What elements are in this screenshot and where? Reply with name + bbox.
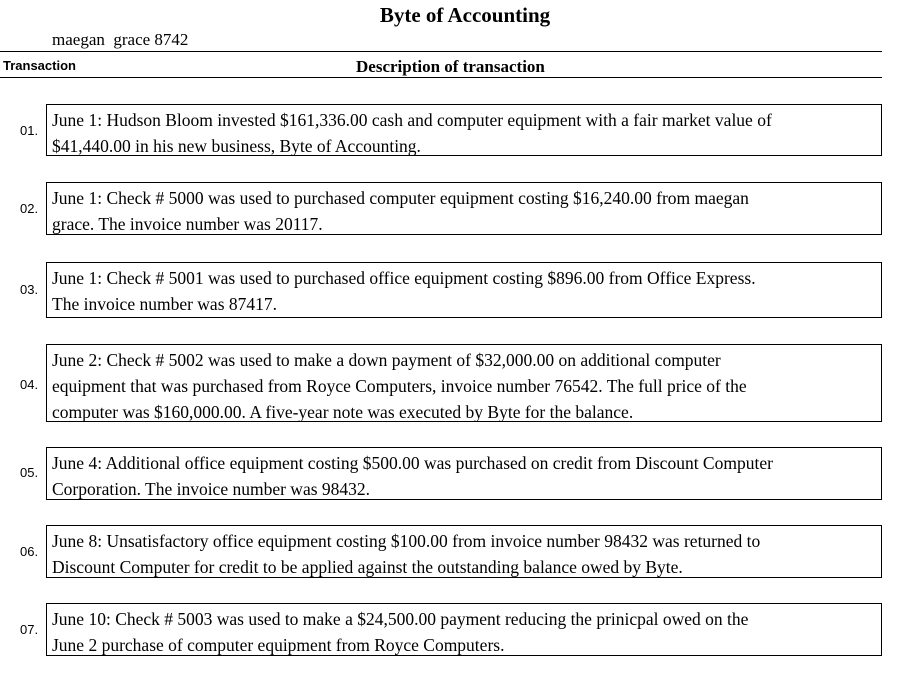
transaction-row [0, 603, 882, 656]
description-line: grace. The invoice number was 20117. [52, 214, 323, 234]
transaction-description [52, 528, 872, 580]
transaction-number: 02. [20, 201, 39, 216]
description-line: June 4: Additional office equipment costing $500.00 was purchased on credit from Discount Computer [52, 453, 773, 473]
description-line: equipment that was purchased from Royce Computers, invoice number 76542. The full price of the [52, 376, 747, 396]
header-bottom-rule [0, 77, 882, 78]
description-line: The invoice number was 87417. [52, 294, 278, 314]
description-line: June 2: Check # 5002 was used to make a down payment of $32,000.00 on additional computer [52, 350, 721, 370]
transaction-row [0, 344, 882, 422]
description-line: June 1: Hudson Bloom invested $161,336.00 cash and computer equipment with a fair market value of [52, 110, 772, 130]
description-line: June 8: Unsatisfactory office equipment costing $100.00 from invoice number 98432 was returned to [52, 531, 761, 551]
transaction-number: 07. [20, 622, 39, 637]
transaction-description [52, 606, 872, 658]
transaction-description [52, 450, 872, 502]
transaction-row [0, 525, 882, 578]
description-line: $41,440.00 in his new business, Byte of Accounting. [52, 136, 421, 156]
description-line: June 1: Check # 5001 was used to purchased office equipment costing $896.00 from Office Express. [52, 268, 756, 288]
transaction-number: 05. [20, 465, 39, 480]
transaction-number: 01. [20, 123, 39, 138]
description-line: Corporation. The invoice number was 98432. [52, 479, 371, 499]
description-line: June 1: Check # 5000 was used to purchased computer equipment costing $16,240.00 from maegan [52, 188, 749, 208]
description-line: June 2 purchase of computer equipment from Royce Computers. [52, 635, 505, 655]
transaction-description [52, 347, 872, 425]
column-header-transaction: Transaction [3, 58, 76, 73]
transaction-number: 03. [20, 282, 39, 297]
transaction-description [52, 107, 872, 159]
description-line: computer was $160,000.00. A five-year note was executed by Byte for the balance. [52, 402, 634, 422]
column-header-description: Description of transaction [356, 57, 545, 76]
document-title: Byte of Accounting [379, 3, 551, 27]
description-line: Discount Computer for credit to be applied against the outstanding balance owed by Byte. [52, 557, 683, 577]
description-line: June 10: Check # 5003 was used to make a $24,500.00 payment reducing the prinicpal owed on the [52, 609, 749, 629]
transaction-description [52, 265, 872, 317]
transaction-number: 04. [20, 377, 39, 392]
transaction-row [0, 182, 882, 235]
header-top-rule [0, 51, 882, 52]
student-name: maegan grace 8742 [52, 30, 189, 49]
transaction-row [0, 104, 882, 156]
transaction-number: 06. [20, 544, 39, 559]
transaction-row [0, 262, 882, 318]
transaction-row [0, 447, 882, 500]
transaction-description [52, 185, 872, 237]
